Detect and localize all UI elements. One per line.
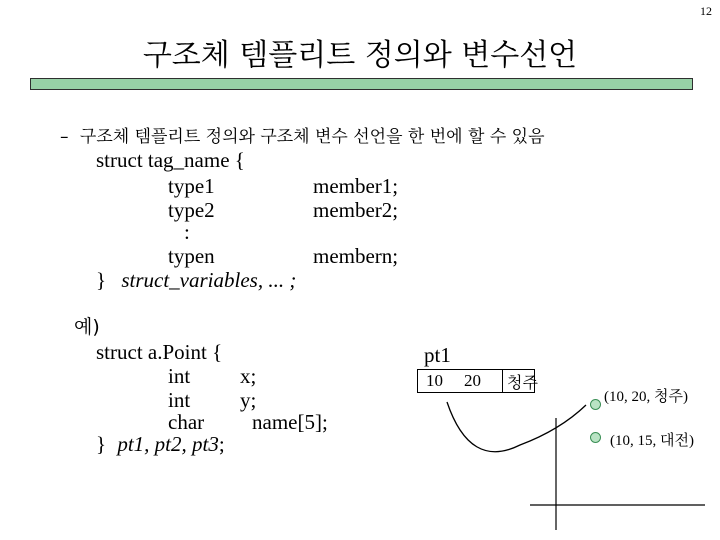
- example-member-2: y;: [240, 388, 257, 412]
- point-1-label: (10, 20, 청주): [604, 389, 688, 405]
- point-2-dot: [590, 432, 601, 443]
- pt1-label: pt1: [424, 343, 451, 367]
- example-closing-brace: }: [96, 432, 107, 456]
- slide-title: 구조체 템플리트 정의와 변수선언: [142, 38, 578, 73]
- page-number: 12: [700, 4, 712, 18]
- pointer-curve: [447, 402, 586, 452]
- syntax-line-struct: struct tag_name {: [96, 148, 245, 172]
- point-1-dot: [590, 399, 601, 410]
- example-line-struct: struct a.Point {: [96, 340, 223, 364]
- syntax-struct-variables: struct_variables, ... ;: [121, 268, 297, 292]
- example-type-1: int: [168, 364, 191, 388]
- syntax-member-2: member2;: [313, 198, 399, 222]
- pt1-cell-y: 20: [464, 371, 481, 390]
- example-type-3: char: [168, 410, 205, 434]
- example-member-1: x;: [240, 364, 257, 388]
- example-semicolon: ;: [218, 432, 225, 456]
- pt1-cell-x: 10: [426, 371, 443, 390]
- pt1-cell-name: 청주: [507, 372, 538, 392]
- syntax-type-n: typen: [168, 244, 215, 268]
- bullet-marker: –: [60, 127, 69, 147]
- syntax-ellipsis: :: [184, 220, 190, 244]
- example-label: 예): [74, 316, 100, 338]
- syntax-member-n: membern;: [313, 244, 399, 268]
- syntax-member-1: member1;: [313, 174, 399, 198]
- example-type-2: int: [168, 388, 191, 412]
- syntax-closing-brace: }: [96, 268, 107, 292]
- syntax-type-1: type1: [168, 174, 215, 198]
- bullet-text: 구조체 템플리트 정의와 구조체 변수 선언을 한 번에 할 수 있음: [79, 127, 545, 147]
- example-member-3: name[5];: [252, 410, 328, 434]
- point-2-label: (10, 15, 대전): [610, 433, 694, 449]
- syntax-type-2: type2: [168, 198, 215, 222]
- example-variables: pt1, pt2, pt3: [117, 432, 219, 456]
